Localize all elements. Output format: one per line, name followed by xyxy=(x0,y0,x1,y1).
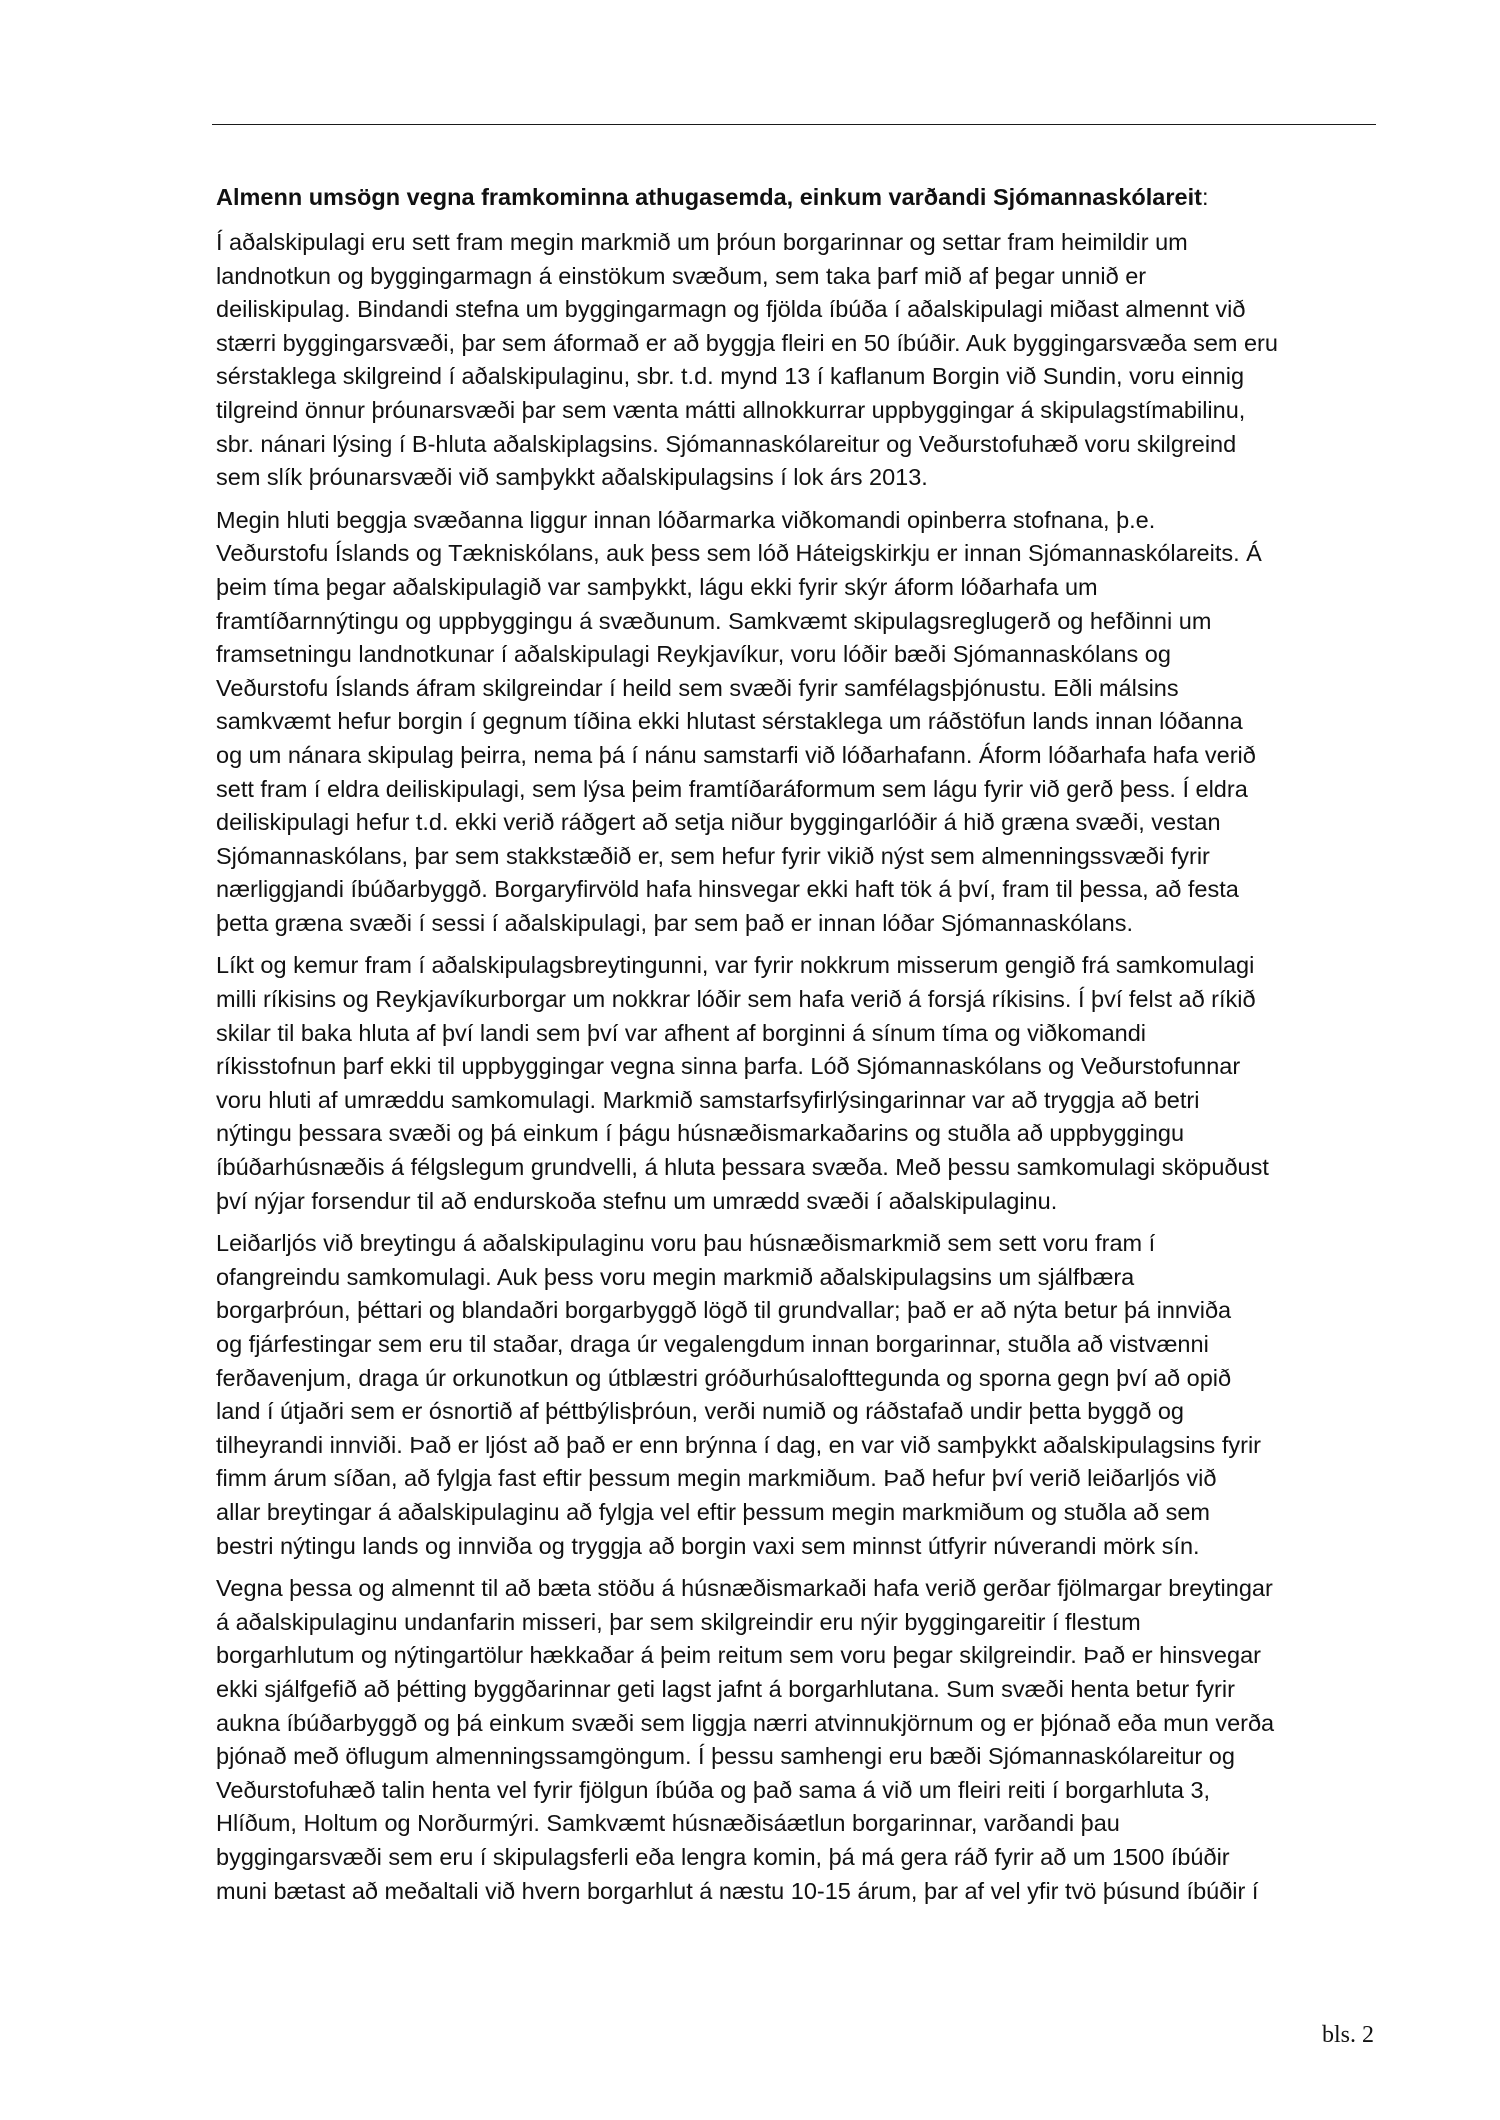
text-line: tilheyrandi innviði. Það er ljóst að það er enn brýnna í dag, en var við samþykkt aðalskipulagsins fyrir xyxy=(216,1431,1261,1458)
text-line: Í aðalskipulagi eru sett fram megin markmið um þróun borgarinnar og settar fram heimildir um xyxy=(216,229,1188,255)
text-line: Vegna þessa og almennt til að bæta stöðu á húsnæðismarkaði hafa verið gerðar fjölmargar breytingar xyxy=(216,1575,1273,1602)
text-line: sett fram í eldra deiliskipulagi, sem lýsa þeim framtíðaráformum sem lágu fyrir við gerð þess. Í eldra xyxy=(216,775,1248,802)
text-line: þetta græna svæði í sessi í aðalskipulagi, þar sem það er innan lóðar Sjómannaskólans. xyxy=(216,909,1134,936)
text-line: þeim tíma þegar aðalskipulagið var samþykkt, lágu ekki fyrir skýr áform lóðarhafa um xyxy=(216,573,1098,600)
section-heading-text: Almenn umsögn vegna framkominna athugasemda, einkum varðandi Sjómannaskólareit xyxy=(216,184,1202,210)
text-line: bestri nýtingu lands og innviða og tryggja að borgin vaxi sem minnst útfyrir núverandi mörk sín. xyxy=(216,1532,1200,1559)
document-body xyxy=(216,182,1380,1917)
text-line: skilar til baka hluta af því landi sem því var afhent af borginni á sínum tíma og viðkomandi xyxy=(216,1019,1147,1046)
text-line: og um nánara skipulag þeirra, nema þá í nánu samstarfi við lóðarhafann. Áform lóðarhafa hafa verið xyxy=(216,741,1256,768)
text-line: sérstaklega skilgreind í aðalskipulaginu, sbr. t.d. mynd 13 í kaflanum Borgin við Sundin, voru einnig xyxy=(216,363,1245,390)
text-line: þjónað með öflugum almenningssamgöngum. Í þessu samhengi eru bæði Sjómannaskólareitur og xyxy=(216,1743,1235,1770)
text-line: landnotkun og byggingarmagn á einstökum svæðum, sem taka þarf mið af þegar unnið er xyxy=(216,262,1147,289)
text-line: byggingarsvæði sem eru í skipulagsferli eða lengra komin, þá má gera ráð fyrir að um 1500 íbúðir xyxy=(216,1843,1230,1870)
text-line: milli ríkisins og Reykjavíkurborgar um nokkrar lóðir sem hafa verið á forsjá ríkisins. Í því felst að ríkið xyxy=(216,986,1256,1013)
text-line: nýtingu þessara svæði og þá einkum í þágu húsnæðismarkaðarins og stuðla að uppbyggingu xyxy=(216,1120,1185,1147)
text-line: ferðavenjum, draga úr orkunotkun og útblæstri gróðurhúsalofttegunda og sporna gegn því að opið xyxy=(216,1364,1232,1391)
page-number: bls. 2 xyxy=(1321,2022,1374,2048)
text-line: Sjómannaskólans, þar sem stakkstæðið er, sem hefur fyrir vikið nýst sem almenningssvæði fyrir xyxy=(216,842,1210,869)
text-line: framsetningu landnotkunar í aðalskipulagi Reykjavíkur, voru lóðir bæði Sjómannaskólans og xyxy=(216,641,1171,668)
text-line: Hlíðum, Holtum og Norðurmýri. Samkvæmt húsnæðisáætlun borgarinnar, varðandi þau xyxy=(216,1810,1120,1837)
text-line: ríkisstofnun þarf ekki til uppbyggingar vegna sinna þarfa. Lóð Sjómannaskólans og Veðurstofunnar xyxy=(216,1053,1241,1080)
section-heading-colon: : xyxy=(1201,184,1209,210)
text-line: Veðurstofu Íslands og Tækniskólans, auk þess sem lóð Háteigskirkju er innan Sjómannaskólareits. Á xyxy=(216,540,1262,567)
paragraph xyxy=(216,1572,1380,1908)
text-line: deiliskipulagi hefur t.d. ekki verið ráðgert að setja niður byggingarlóðir á hið græna svæði, vestan xyxy=(216,809,1221,836)
text-line: Veðurstofu Íslands áfram skilgreindar í heild sem svæði fyrir samfélagsþjónustu. Eðli málsins xyxy=(216,674,1179,701)
text-line: borgarþróun, þéttari og blandaðri borgarbyggð lögð til grundvallar; það er að nýta betur þá innviða xyxy=(216,1297,1232,1324)
text-line: Leiðarljós við breytingu á aðalskipulaginu voru þau húsnæðismarkmið sem sett voru fram í xyxy=(216,1230,1156,1257)
paragraph xyxy=(216,949,1380,1218)
text-line: samkvæmt hefur borgin í gegnum tíðina ekki hlutast sérstaklega um ráðstöfun lands innan lóðanna xyxy=(216,708,1243,735)
header-rule xyxy=(212,124,1376,125)
text-line: því nýjar forsendur til að endurskoða stefnu um umrædd svæði í aðalskipulaginu. xyxy=(216,1187,1058,1214)
text-line: framtíðarnnýtingu og uppbyggingu á svæðunum. Samkvæmt skipulagsreglugerð og hefðinni um xyxy=(216,607,1212,634)
text-line: borgarhlutum og nýtingartölur hækkaðar á þeim reitum sem voru þegar skilgreindir. Það er hinsvegar xyxy=(216,1642,1261,1669)
text-line: sem slík þróunarsvæði við samþykkt aðalskipulagsins í lok árs 2013. xyxy=(216,464,928,491)
text-line: allar breytingar á aðalskipulaginu að fylgja vel eftir þessum megin markmiðum og stuðla að sem xyxy=(216,1498,1211,1525)
text-line: aukna íbúðarbyggð og þá einkum svæði sem liggja nærri atvinnukjörnum og er þjónað eða mun verða xyxy=(216,1709,1275,1736)
paragraph xyxy=(216,1227,1380,1563)
paragraph xyxy=(216,504,1380,941)
text-line: Líkt og kemur fram í aðalskipulagsbreytingunni, var fyrir nokkrum misserum gengið frá samkomulagi xyxy=(216,952,1255,979)
text-line: ofangreindu samkomulagi. Auk þess voru megin markmið aðalskipulagsins um sjálfbæra xyxy=(216,1263,1135,1290)
text-line: deiliskipulag. Bindandi stefna um byggingarmagn og fjölda íbúða í aðalskipulagi miðast almennt við xyxy=(216,296,1246,323)
text-line: land í útjaðri sem er ósnortið af þéttbýlisþróun, verði numið og ráðstafað undir þetta byggð og xyxy=(216,1398,1184,1425)
text-line: tilgreind önnur þróunarsvæði þar sem vænta mátti allnokkurrar uppbyggingar á skipulagstímabilinu, xyxy=(216,396,1246,423)
text-line: stærri byggingarsvæði, þar sem áformað er að byggja fleiri en 50 íbúðir. Auk byggingarsvæða sem eru xyxy=(216,329,1278,356)
paragraph xyxy=(216,226,1380,495)
text-line: ekki sjálfgefið að þétting byggðarinnar geti lagst jafnt á borgarhlutana. Sum svæði henta betur fyrir xyxy=(216,1675,1235,1702)
text-line: muni bætast að meðaltali við hvern borgarhlut á næstu 10-15 árum, þar af vel yfir tvö þúsund íbúðir í xyxy=(216,1877,1259,1904)
text-line: íbúðarhúsnæðis á félgslegum grundvelli, á hluta þessara svæða. Með þessu samkomulagi sköpuðust xyxy=(216,1154,1269,1181)
text-line: nærliggjandi íbúðarbyggð. Borgaryfirvöld hafa hinsvegar ekki haft tök á því, fram til þessa, að festa xyxy=(216,876,1239,903)
text-line: á aðalskipulaginu undanfarin misseri, þar sem skilgreindir eru nýir byggingareitir í flestum xyxy=(216,1608,1141,1635)
section-heading xyxy=(216,182,1380,212)
text-line: sbr. nánari lýsing í B-hluta aðalskiplagsins. Sjómannaskólareitur og Veðurstofuhæð voru skilgreind xyxy=(216,430,1237,457)
text-line: Veðurstofuhæð talin henta vel fyrir fjölgun íbúða og það sama á við um fleiri reiti í borgarhluta 3, xyxy=(216,1776,1211,1803)
text-line: fimm árum síðan, að fylgja fast eftir þessum megin markmiðum. Það hefur því verið leiðarljós við xyxy=(216,1465,1217,1492)
text-line: og fjárfestingar sem eru til staðar, draga úr vegalengdum innan borgarinnar, stuðla að vistvænni xyxy=(216,1331,1209,1357)
text-line: voru hluti af umræddu samkomulagi. Markmið samstarfsyfirlýsingarinnar var að tryggja að betri xyxy=(216,1086,1200,1113)
text-line: Megin hluti beggja svæðanna liggur innan lóðarmarka viðkomandi opinberra stofnana, þ.e. xyxy=(216,506,1156,533)
